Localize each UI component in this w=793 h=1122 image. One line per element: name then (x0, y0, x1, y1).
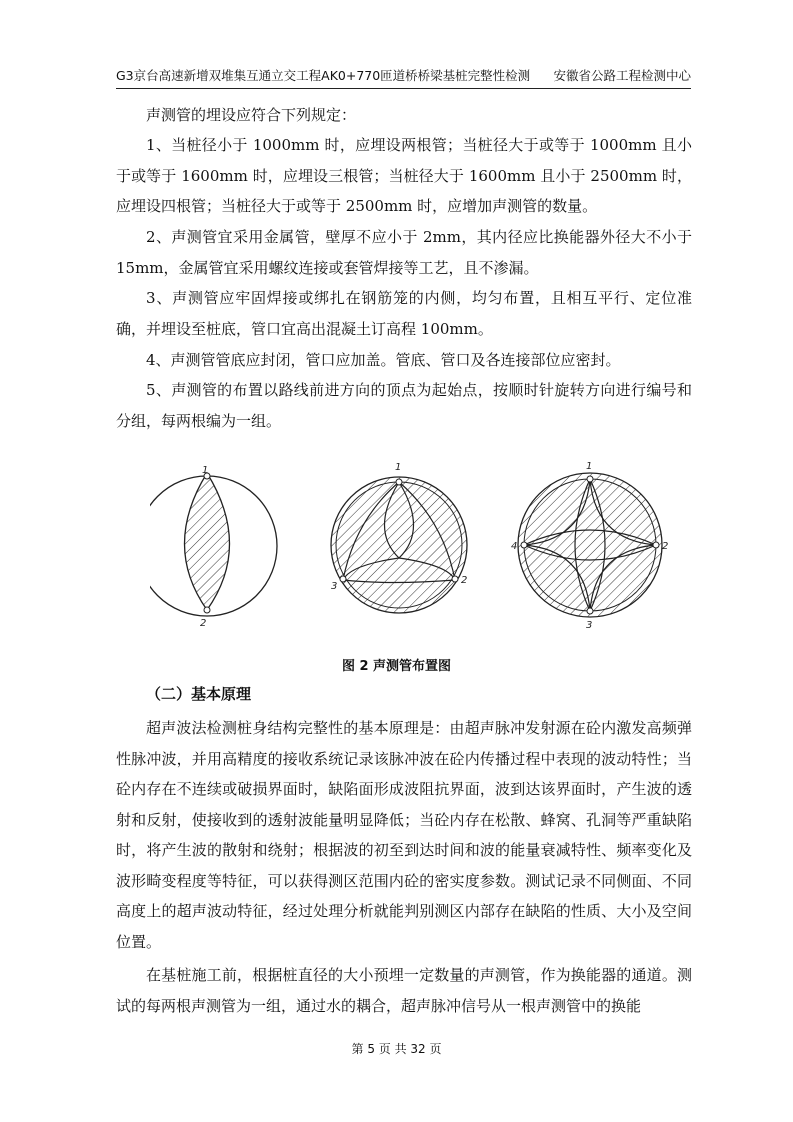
four-tube-diagram (511, 461, 668, 631)
rule-item-3: 3、声测管应牢固焊接或绑扎在钢筋笼的内侧，均匀布置，且相互平行、定位准确，并埋设至桩底，管口宜高出混凝土订高程 100mm。 (116, 289, 692, 338)
figure-caption: 图 2 声测管布置图 (341, 659, 452, 674)
procedure-paragraph: 在基桩施工前，根据桩直径的大小预埋一定数量的声测管，作为换能器的通道。测试的每两根声测管为一组，通过水的耦合，超声脉冲信号从一根声测管中的换能 (116, 966, 692, 1015)
tube-layout-figure (150, 460, 670, 640)
section-heading: （二）基本原理 (146, 685, 252, 703)
header-organization: 安徽省公路工程检测中心 (553, 68, 691, 83)
page-number: 第 5 页 共 32 页 (351, 1042, 442, 1056)
rule-item-4: 4、声测管管底应封闭，管口应加盖。管底、管口及各连接部位应密封。 (146, 351, 621, 369)
tube-label: 4 (511, 541, 518, 552)
rule-item-5: 5、声测管的布置以路线前进方向的顶点为起始点，按顺时针旋转方向进行编号和分组，每两根编为一组。 (116, 381, 692, 430)
two-tube-diagram (150, 465, 277, 629)
tube-label: 1 (202, 465, 209, 476)
three-tube-diagram (331, 462, 467, 613)
tube-label: 2 (662, 541, 669, 552)
tube-label: 2 (461, 575, 468, 586)
tube-label: 2 (200, 618, 207, 629)
tube-label: 1 (586, 461, 593, 472)
rule-item-1: 1、当桩径小于 1000mm 时，应埋设两根管；当桩径大于或等于 1000mm 且小于或等于 1600mm 时，应埋设三根管；当桩径大于 1600mm 且小于 2500mm 时，应埋设四根管；当桩径大于或等于 2500mm 时，应增加声测管的数量。 (116, 136, 692, 215)
tube-label: 3 (586, 620, 593, 631)
header-project-title: G3京台高速新增双堆集互通立交工程AK0+770匝道桥桥梁基桩完整性检测 (116, 68, 531, 83)
rule-item-2: 2、声测管宜采用金属管，壁厚不应小于 2mm，其内径应比换能器外径大不小于 15mm，金属管宜采用螺纹连接或套管焊接等工艺，且不渗漏。 (116, 228, 692, 277)
page-header (116, 62, 691, 89)
tube-label: 1 (395, 462, 402, 473)
tube-label: 3 (331, 581, 338, 592)
principle-paragraph: 超声波法检测桩身结构完整性的基本原理是：由超声脉冲发射源在砼内激发高频弹性脉冲波，并用高精度的接收系统记录该脉冲波在砼内传播过程中表现的波动特性；当砼内存在不连续或破损界面时，缺陷面形成波阻抗界面，波到达该界面时，产生波的透射和反射，使接收到的透射波能量明显降低；当砼内存在松散、蜂窝、孔洞等严重缺陷时，将产生波的散射和绕射；根据波的初至到达时间和波的能量衰减特性、频率变化及波形畸变程度等特征，可以获得测区范围内砼的密实度参数。测试记录不同侧面、不同高度上的超声波动特征，经过处理分析就能判别测区内部存在缺陷的性质、大小及空间位置。 (116, 719, 692, 951)
rules-intro: 声测管的埋设应符合下列规定： (146, 106, 357, 124)
